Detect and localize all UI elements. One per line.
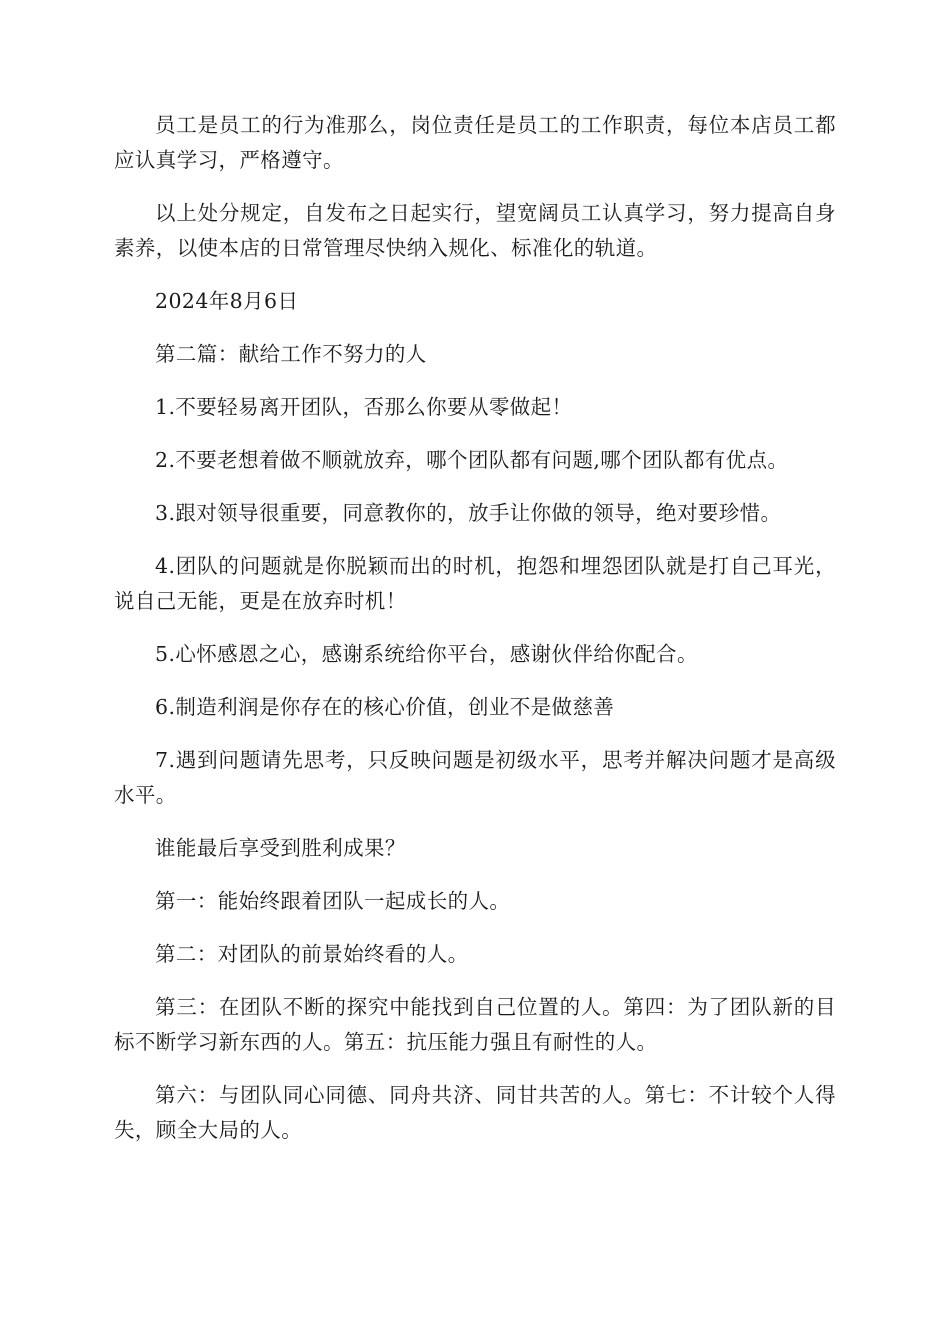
answer-items-3-5: 第三：在团队不断的探究中能找到自己位置的人。第四：为了团队新的目标不断学习新东西的人。第五：抗压能力强且有耐性的人。	[114, 995, 836, 1054]
question-heading: 谁能最后享受到胜利成果？	[155, 836, 406, 860]
list-item-2: 2.不要老想着做不顺就放弃，哪个团队都有问题,哪个团队都有优点。	[155, 448, 789, 472]
answer-items-6-7: 第六：与团队同心同德、同舟共济、同甘共苦的人。第七：不计较个人得失，顾全大局的人。	[114, 1083, 836, 1142]
paragraph-employee-duties: 员工是员工的行为准那么，岗位责任是员工的工作职责，每位本店员工都应认真学习，严格遵守。	[114, 113, 836, 172]
section-title: 第二篇：献给工作不努力的人	[155, 342, 427, 366]
list-item-5: 5.心怀感恩之心，感谢系统给你平台，感谢伙伴给你配合。	[155, 642, 698, 666]
paragraph-date: 2024年8月6日	[155, 289, 299, 313]
list-item-6: 6.制造利润是你存在的核心价值，创业不是做慈善	[155, 695, 615, 719]
answer-item-1: 第一：能始终跟着团队一起成长的人。	[155, 889, 511, 913]
answer-item-2: 第二：对团队的前景始终看的人。	[155, 942, 469, 966]
paragraph-regulation-effective: 以上处分规定，自发布之日起实行，望宽阔员工认真学习，努力提高自身素养，以使本店的日常管理尽快纳入规化、标准化的轨道。	[114, 201, 836, 260]
list-item-3: 3.跟对领导很重要，同意教你的，放手让你做的领导，绝对要珍惜。	[155, 501, 782, 525]
list-item-1: 1.不要轻易离开团队，否那么你要从零做起！	[155, 395, 573, 419]
list-item-7: 7.遇到问题请先思考，只反映问题是初级水平，思考并解决问题才是高级水平。	[114, 748, 836, 807]
document-page	[114, 108, 836, 1166]
list-item-4: 4.团队的问题就是你脱颖而出的时机，抱怨和埋怨团队就是打自己耳光，说自己无能，更是在放弃时机！	[114, 554, 836, 613]
